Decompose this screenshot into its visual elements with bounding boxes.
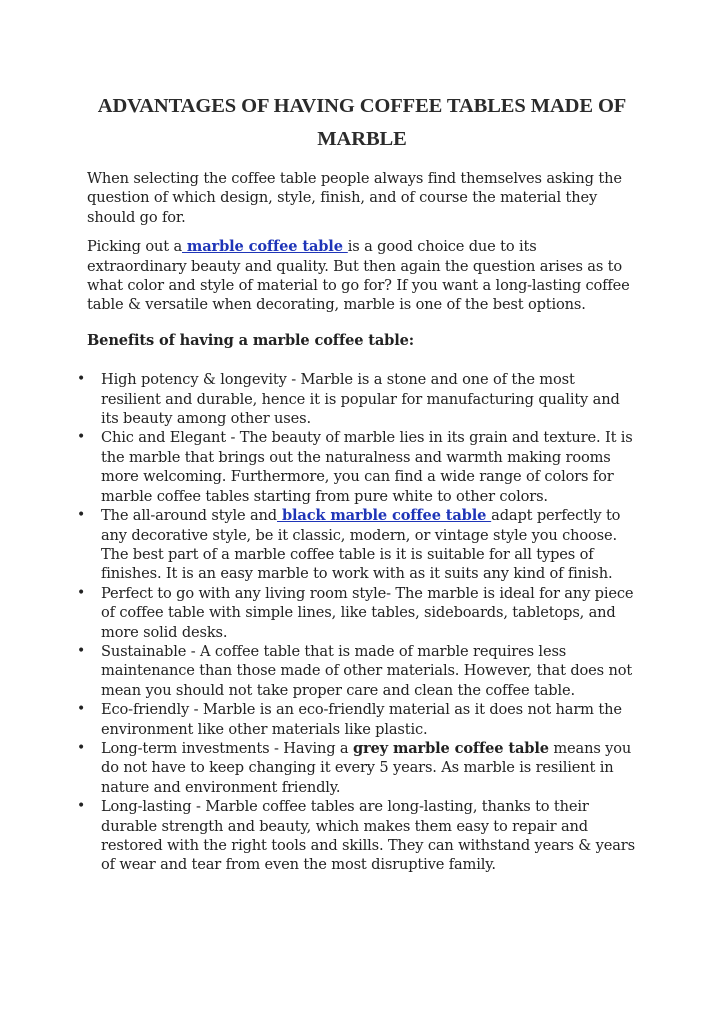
list-item-living-room-style: [77, 584, 637, 642]
list-item-sustainable: [77, 642, 637, 700]
black-marble-coffee-table-link[interactable]: black marble coffee table: [277, 507, 492, 525]
list-item-text-before: Long-term investments - Having a: [101, 739, 353, 757]
bullet-icon: •: [77, 507, 86, 524]
bullet-icon: •: [77, 701, 86, 718]
list-item-text: Long-lasting - Marble coffee tables are long-lasting, thanks to their durable strength and beauty, which makes them easy to repair and restored with the right tools and skills. They can withstand years & years of wear and tear from even the most disruptive family.: [101, 798, 635, 874]
intro-paragraph: When selecting the coffee table people always find themselves asking the question of which design, style, finish, and of course the material they should go for.: [87, 170, 622, 226]
list-item-text: Perfect to go with any living room style- The marble is ideal for any piece of coffee table with simple lines, like tables, sideboards, tabletops, and more solid desks.: [101, 584, 634, 641]
benefits-heading: Benefits of having a marble coffee table:: [87, 331, 414, 349]
marble-choice-paragraph: [87, 237, 637, 315]
grey-marble-coffee-table-emphasis: grey marble coffee table: [352, 739, 549, 757]
list-item-text: Eco-friendly - Marble is an eco-friendly material as it does not harm the environment like other materials like plastic.: [101, 701, 622, 738]
list-item-eco-friendly: [77, 700, 637, 739]
bullet-icon: •: [77, 739, 86, 756]
list-item-text: Chic and Elegant - The beauty of marble lies in its grain and texture. It is the marble that brings out the naturalness and warmth making rooms more welcoming. Furthermore, you can find a wide range of colors for marble coffee tables starting from pure white to other colors.: [101, 429, 633, 505]
marble-coffee-table-link[interactable]: marble coffee table: [182, 238, 348, 256]
list-item-text-before: The all-around style and: [101, 507, 278, 525]
list-item-potency: [77, 370, 637, 428]
bullet-icon: •: [77, 429, 86, 446]
benefits-list: [77, 370, 637, 875]
bullet-icon: •: [77, 642, 86, 659]
list-item-text: High potency & longevity - Marble is a stone and one of the most resilient and durable, hence it is popular for manufacturing quality and its beauty among other uses.: [101, 371, 620, 428]
list-item-text-after: adapt perfectly to any decorative style, be it classic, modern, or vintage style you choose. The best part of a marble coffee table is it is suitable for all types of finishes. It is an easy marble to work with as it suits any kind of finish.: [101, 507, 621, 583]
bullet-icon: •: [77, 371, 86, 388]
paragraph-text-after: is a good choice due to its extraordinary beauty and quality. But then again the question arises as to what color and style of material to go for? If you want a long-lasting coffee table & versatile when decorating, marble is one of the best options.: [87, 238, 630, 314]
bullet-icon: •: [77, 798, 86, 815]
list-item-text: Sustainable - A coffee table that is made of marble requires less maintenance than those made of other materials. However, that does not mean you should not take proper care and clean the coffee table.: [101, 642, 633, 699]
list-item-all-around-style: [77, 506, 637, 584]
bullet-icon: •: [77, 584, 86, 601]
list-item-long-lasting: [77, 797, 637, 875]
list-item-chic-elegant: [77, 428, 637, 506]
list-item-text-after: means you do not have to keep changing it every 5 years. As marble is resilient in nature and environment friendly.: [101, 739, 632, 796]
paragraph-text-before: Picking out a: [87, 238, 182, 256]
document-page: [77, 90, 637, 875]
list-item-long-term-investments: [77, 739, 637, 797]
page-title: ADVANTAGES OF HAVING COFFEE TABLES MADE OF MARBLE: [97, 95, 627, 150]
